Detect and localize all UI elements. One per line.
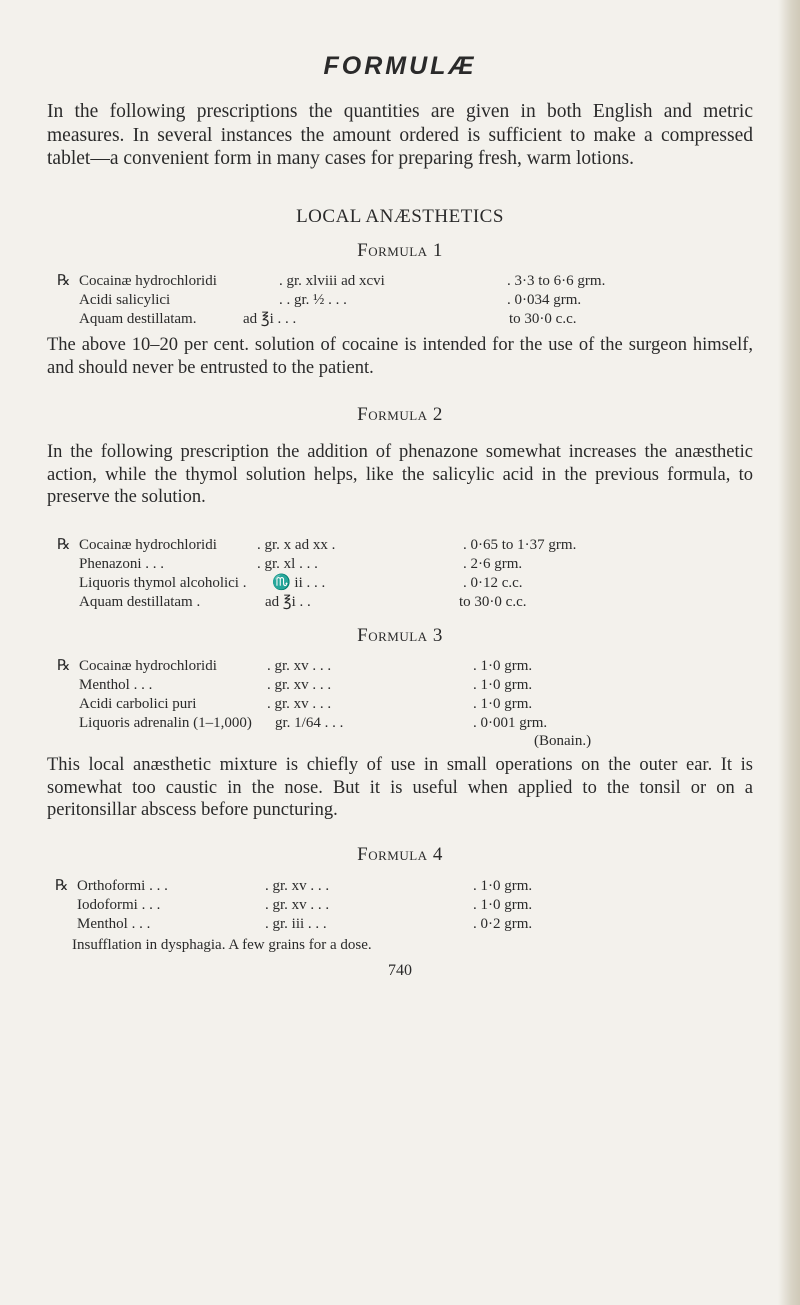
ingredient-name: Cocainæ hydrochloridi xyxy=(79,273,217,289)
ingredient-quantity: ad ℥i . . . xyxy=(243,311,297,327)
ingredient-quantity: . gr. xv . . . xyxy=(265,897,330,913)
formula-3-heading: Formula 3 xyxy=(357,625,443,646)
ingredient-metric: to 30·0 c.c. xyxy=(509,311,577,327)
ingredient-metric: . 2·6 grm. xyxy=(463,556,523,572)
prescription-row xyxy=(57,536,747,555)
recipe-symbol: ℞ xyxy=(57,273,71,289)
source-attribution: (Bonain.) xyxy=(534,733,592,749)
prescription-row xyxy=(57,714,747,733)
ingredient-name: Aquam destillatam. xyxy=(79,311,197,327)
ingredient-name: Aquam destillatam . xyxy=(79,594,201,610)
ingredient-quantity: . gr. xv . . . xyxy=(267,658,332,674)
ingredient-name: Phenazoni . . . xyxy=(79,556,164,572)
ingredient-metric: . 0·65 to 1·37 grm. xyxy=(463,537,577,553)
prescription-row xyxy=(57,291,737,310)
ingredient-metric: to 30·0 c.c. xyxy=(459,594,527,610)
ingredient-metric: . 1·0 grm. xyxy=(473,658,533,674)
ingredient-name: Acidi carbolici puri xyxy=(79,696,197,712)
formula-4-heading: Formula 4 xyxy=(357,844,443,865)
ingredient-name: Menthol . . . xyxy=(79,677,153,693)
ingredient-quantity: . gr. xv . . . xyxy=(267,677,332,693)
ingredient-name: Orthoformi . . . xyxy=(77,878,168,894)
formula-4-note: Insufflation in dysphagia. A few grains for a dose. xyxy=(72,937,372,953)
ingredient-quantity: . gr. xv . . . xyxy=(265,878,330,894)
ingredient-quantity: ♏ ii . . . xyxy=(272,575,326,591)
recipe-symbol: ℞ xyxy=(57,537,71,553)
ingredient-metric: . 3·3 to 6·6 grm. xyxy=(507,273,606,289)
prescription-row xyxy=(57,695,747,714)
ingredient-name: Acidi salicylici xyxy=(79,292,171,308)
recipe-symbol: ℞ xyxy=(57,658,71,674)
formula-1-prescription xyxy=(57,272,737,329)
prescription-row xyxy=(57,593,747,612)
intro-paragraph: In the following prescriptions the quantities are given in both English and metric measures. In several instances the amount ordered is sufficient to make a compressed tablet—a convenient form in many cases for preparing fresh, warm lotions. xyxy=(47,101,753,169)
ingredient-name: Cocainæ hydrochloridi xyxy=(79,658,217,674)
prescription-row xyxy=(57,657,747,676)
formula-2-intro: In the following prescription the addition of phenazone somewhat increases the anæsthetic action, while the thymol solution helps, like the salicylic acid in the previous formula, to preserve the solution. xyxy=(47,442,753,507)
ingredient-metric: . 0·034 grm. xyxy=(507,292,582,308)
ingredient-name: Liquoris thymol alcoholici . xyxy=(79,575,247,591)
ingredient-metric: . 1·0 grm. xyxy=(473,878,533,894)
ingredient-metric: . 1·0 grm. xyxy=(473,897,533,913)
prescription-row xyxy=(55,915,745,934)
formula-3-prescription xyxy=(57,657,747,733)
prescription-row xyxy=(57,676,747,695)
formula-1-heading: Formula 1 xyxy=(357,240,443,261)
formula-1-note: The above 10–20 per cent. solution of cocaine is intended for the use of the surgeon himself, and should never be entrusted to the patient. xyxy=(47,335,753,378)
prescription-row xyxy=(57,310,737,329)
formula-3-note: This local anæsthetic mixture is chiefly of use in small operations on the outer ear. It is somewhat too caustic in the nose. But it is useful when applied to the tonsil or on a peritonsillar abscess before puncturing. xyxy=(47,755,753,820)
ingredient-metric: . 0·001 grm. xyxy=(473,715,548,731)
prescription-row xyxy=(57,574,747,593)
ingredient-quantity: . gr. xv . . . xyxy=(267,696,332,712)
ingredient-quantity: . gr. xl . . . xyxy=(257,556,318,572)
ingredient-quantity: . gr. iii . . . xyxy=(265,916,327,932)
ingredient-metric: . 1·0 grm. xyxy=(473,696,533,712)
formula-2-heading: Formula 2 xyxy=(357,404,443,425)
formula-2-prescription xyxy=(57,536,747,612)
ingredient-metric: . 1·0 grm. xyxy=(473,677,533,693)
ingredient-quantity: . gr. x ad xx . xyxy=(257,537,336,553)
page-edge-shadow xyxy=(778,0,800,1305)
formula-4-prescription xyxy=(55,877,745,934)
ingredient-name: Cocainæ hydrochloridi xyxy=(79,537,217,553)
recipe-symbol: ℞ xyxy=(55,878,69,894)
ingredient-name: Liquoris adrenalin (1–1,000) xyxy=(79,715,252,731)
page-number: 740 xyxy=(388,962,412,979)
ingredient-name: Iodoformi . . . xyxy=(77,897,161,913)
ingredient-quantity: . . gr. ½ . . . xyxy=(279,292,347,308)
page-title: FORMULÆ xyxy=(323,52,477,80)
prescription-row xyxy=(57,555,747,574)
section-heading: LOCAL ANÆSTHETICS xyxy=(296,206,504,227)
ingredient-metric: . 0·2 grm. xyxy=(473,916,533,932)
prescription-row xyxy=(55,877,745,896)
ingredient-quantity: gr. 1/64 . . . xyxy=(275,715,344,731)
ingredient-metric: . 0·12 c.c. xyxy=(463,575,523,591)
ingredient-quantity: ad ℥i . . xyxy=(265,594,311,610)
prescription-row xyxy=(55,896,745,915)
ingredient-quantity: . gr. xlviii ad xcvi xyxy=(279,273,385,289)
ingredient-name: Menthol . . . xyxy=(77,916,151,932)
prescription-row xyxy=(57,272,737,291)
